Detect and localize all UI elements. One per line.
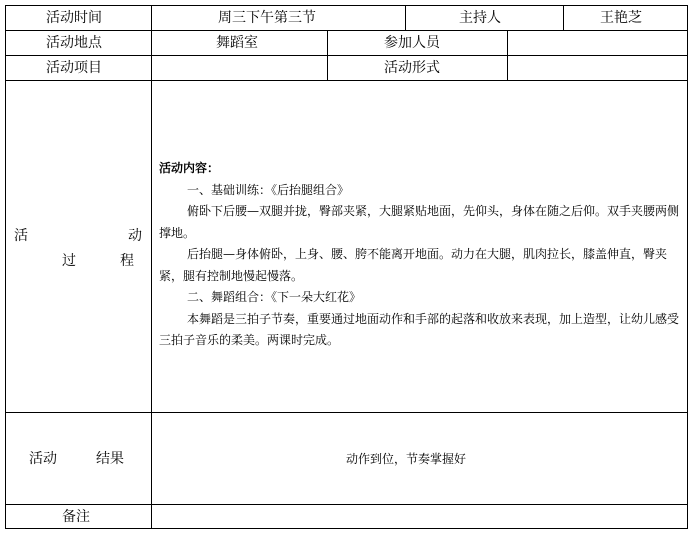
content-section-1: 一、基础训练：《后抬腿组合》 xyxy=(187,182,350,197)
host-label: 主持人 xyxy=(459,10,501,26)
activity-time-value: 周三下午第三节 xyxy=(218,10,316,26)
content-title: 活动内容： xyxy=(159,161,220,175)
table-border-right xyxy=(687,5,688,529)
table-line-col-host xyxy=(405,5,406,31)
table-line-result-bottom xyxy=(5,504,688,505)
activity-location-label: 活动地点 xyxy=(46,35,102,51)
table-border-left xyxy=(5,5,6,529)
table-line-label-col xyxy=(151,5,152,529)
process-label-char-1: 活 xyxy=(14,228,28,244)
content-paragraph-2: 后抬腿—身体俯卧，上身、腰、胯不能离开地面。动力在大腿，肌肉拉长，膝盖伸直，臀夹紧，腿有控制地慢起慢落。 xyxy=(159,247,668,283)
result-label-right: 结果 xyxy=(96,451,124,467)
table-line-row3-bottom xyxy=(5,80,688,81)
table-border-bottom xyxy=(5,528,688,529)
process-label-char-4: 程 xyxy=(120,253,134,269)
host-value: 王艳芝 xyxy=(600,10,642,26)
table-border-top xyxy=(5,5,688,6)
content-paragraph-3: 本舞蹈是三拍子节奏，重要通过地面动作和手部的起落和收放来表现，加上造型，让幼儿感受三拍子音乐的柔美。两课时完成。 xyxy=(159,311,680,347)
table-line-row1-bottom xyxy=(5,30,688,31)
table-line-col-right xyxy=(507,30,508,81)
result-value: 动作到位，节奏掌握好 xyxy=(346,452,467,466)
activity-project-label: 活动项目 xyxy=(46,60,102,76)
remarks-label: 备注 xyxy=(62,509,90,525)
table-line-col-mid xyxy=(327,30,328,81)
participants-label: 参加人员 xyxy=(384,35,440,51)
table-line-col-host-value xyxy=(563,5,564,31)
activity-time-label: 活动时间 xyxy=(46,10,102,26)
content-section-2: 二、舞蹈组合：《下一朵大红花》 xyxy=(187,290,362,304)
result-label-left: 活动 xyxy=(29,451,57,467)
table-line-row2-bottom xyxy=(5,55,688,56)
content-paragraph-1: 俯卧下后腰—双腿并拢，臀部夹紧，大腿紧贴地面，先仰头，身体在随之后仰。双手夹腰两侧撑地。 xyxy=(159,204,680,240)
activity-form-label: 活动形式 xyxy=(384,60,440,76)
process-label-char-2: 动 xyxy=(128,228,142,244)
table-line-process-bottom xyxy=(5,412,688,413)
process-label-char-3: 过 xyxy=(62,253,76,269)
activity-location-value: 舞蹈室 xyxy=(216,35,258,51)
activity-content xyxy=(159,158,687,352)
